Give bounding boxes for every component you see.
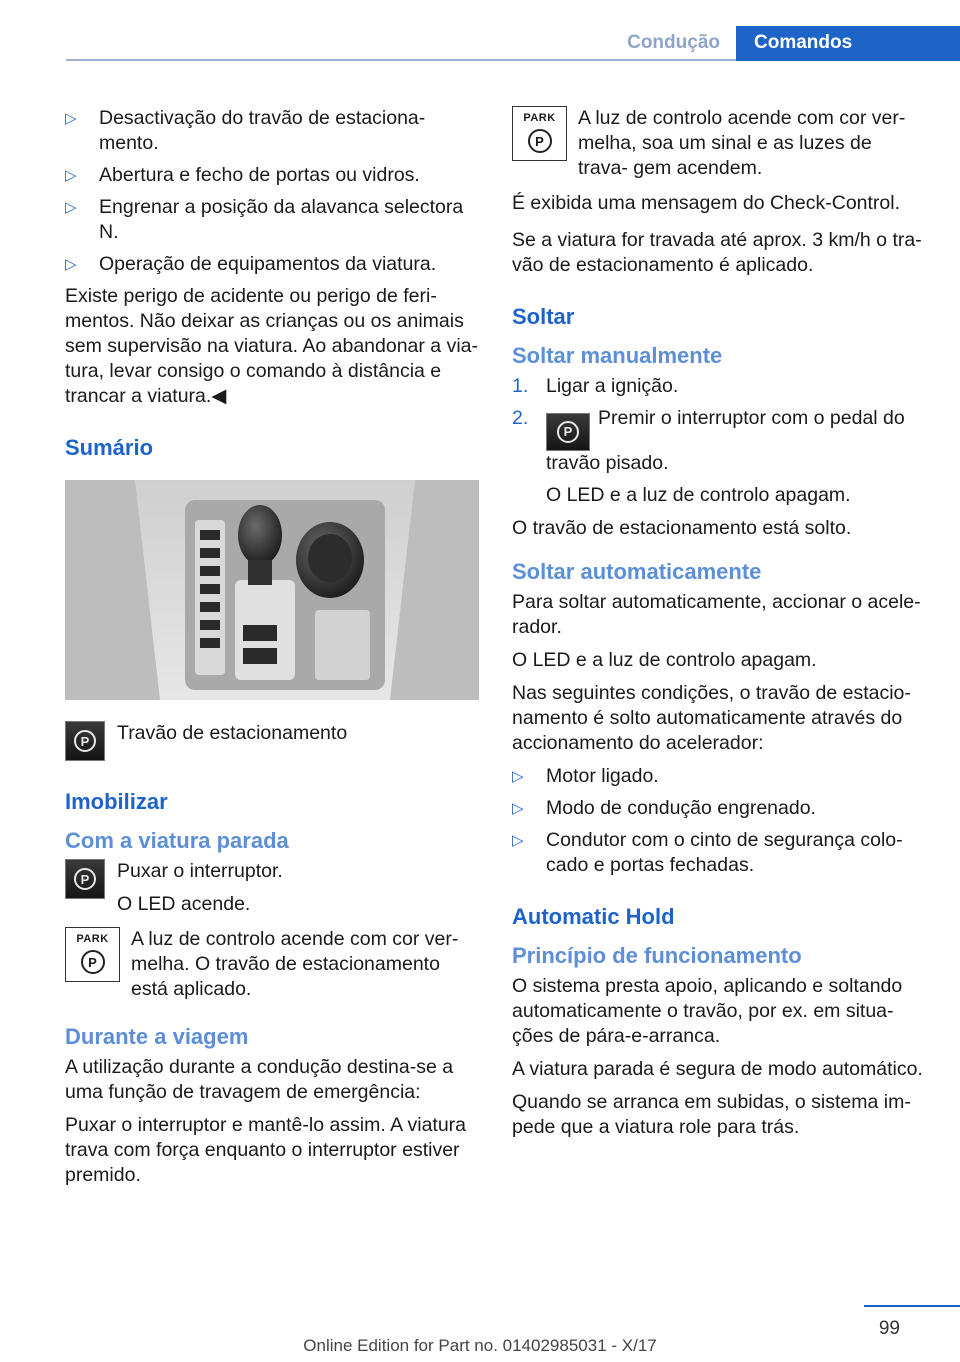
list-item: ▷ Engrenar a posição da alavanca selectora N. [65, 196, 464, 243]
subsection-title-parada: Com a viatura parada [65, 828, 289, 853]
list-item: 1. Ligar a ignição. [512, 375, 679, 397]
triangle-bullet-icon: ▷ [512, 831, 524, 849]
section-title-sumario: Sumário [65, 435, 154, 460]
right-column [512, 106, 926, 1148]
list-item: ▷ Motor ligado. [512, 764, 659, 787]
subsection-title-auto: Soltar automaticamente [512, 558, 762, 584]
paragraph: Para soltar automaticamente, accionar o acele‐ rador. [512, 590, 921, 638]
park-indicator-row: PARK P A luz de controlo acende com cor ver‐ melha, soa um sinal e as luzes de trava‐ gem acendem. [512, 106, 926, 181]
page-number: 99 [878, 1318, 900, 1339]
paragraph: Puxar o interruptor e mantê-lo assim. A viatura trava com força enquanto o interruptor estiver premido. [65, 1114, 467, 1186]
subsection-title-manual: Soltar manualmente [512, 343, 723, 368]
paragraph: O travão de estacionamento está solto. [512, 516, 852, 539]
paragraph: Nas seguintes condições, o travão de estacio‐ namento é solto automaticamente através do accionamento do acelerador: [512, 681, 911, 754]
list-item: ▷ Operação de equipamentos da viatura. [65, 253, 437, 275]
list-item: ▷ Abertura e fecho de portas ou vidros. [65, 164, 420, 186]
section-title-imobilizar: Imobilizar [65, 789, 168, 814]
triangle-bullet-icon: ▷ [65, 199, 77, 216]
park-indicator-icon: PARK P [512, 106, 567, 161]
section-title-automatic-hold: Automatic Hold [512, 903, 675, 929]
footer-edition: Online Edition for Part no. 01402985031 - X/17 [303, 1336, 657, 1355]
legend-brake: P Travão de estacionamento [65, 721, 479, 763]
triangle-bullet-icon: ▷ [512, 767, 524, 785]
triangle-bullet-icon: ▷ [65, 256, 77, 273]
paragraph: Quando se arranca em subidas, o sistema im‐ pede que a viatura role para trás. [512, 1090, 911, 1138]
subsection-title-principio: Princípio de funcionamento [512, 942, 802, 968]
paragraph: É exibida uma mensagem do Check-Control. [512, 192, 901, 214]
pull-switch-row: P Puxar o interruptor. O LED acende. [65, 859, 479, 917]
paragraph: Se a viatura for travada até aprox. 3 km/h o tra‐ vão de estacionamento é aplicado. [512, 229, 922, 276]
paragraph: O LED e a luz de controlo apagam. [546, 483, 851, 506]
parking-brake-icon: P [65, 721, 105, 761]
triangle-bullet-icon: ▷ [512, 799, 524, 817]
paragraph: O LED e a luz de controlo apagam. [512, 648, 817, 671]
list-item: ▷ Modo de condução engrenado. [512, 796, 816, 819]
list-item: ▷ Desactivação do travão de estaciona‐ mento. [65, 107, 426, 154]
park-indicator-row: PARK P A luz de controlo acende com cor ver‐ melha. O travão de estacionamento está aplicado. [65, 927, 479, 1002]
left-column [65, 106, 479, 1196]
page-header [66, 26, 960, 61]
triangle-bullet-icon: ▷ [65, 110, 77, 127]
tab-comandos[interactable]: Comandos [736, 26, 960, 61]
subsection-title-viagem: Durante a viagem [65, 1024, 249, 1049]
list-item: 2. P Premir o interruptor com o pedal do travão pisado. [512, 407, 905, 474]
center-console-photo [65, 480, 479, 700]
warning-text: Existe perigo de acidente ou perigo de feri‐ mentos. Não deixar as crianças ou os animais sem supervisão na viatura. Ao abandonar a via‐ tura, levar consigo o comando à distância e trancar a viatura.◀ [65, 285, 478, 407]
triangle-bullet-icon: ▷ [65, 167, 77, 184]
page-number-rule [864, 1305, 960, 1307]
parking-brake-icon: P [65, 859, 105, 899]
park-indicator-icon: PARK P [65, 927, 120, 982]
paragraph: A utilização durante a condução destina-se a uma função de travagem de emergência: [65, 1056, 454, 1103]
tab-conducao[interactable]: Condução [627, 32, 720, 53]
paragraph: O sistema presta apoio, aplicando e soltando automaticamente o travão, por ex. em situa‐ ções de pára-e-arranca. [512, 974, 903, 1047]
section-title-soltar: Soltar [512, 304, 575, 329]
list-item: ▷ Condutor com o cinto de segurança colo‐ cado e portas fechadas. [512, 828, 903, 876]
paragraph: A viatura parada é segura de modo automático. [512, 1057, 923, 1080]
parking-brake-icon: P [546, 413, 590, 451]
